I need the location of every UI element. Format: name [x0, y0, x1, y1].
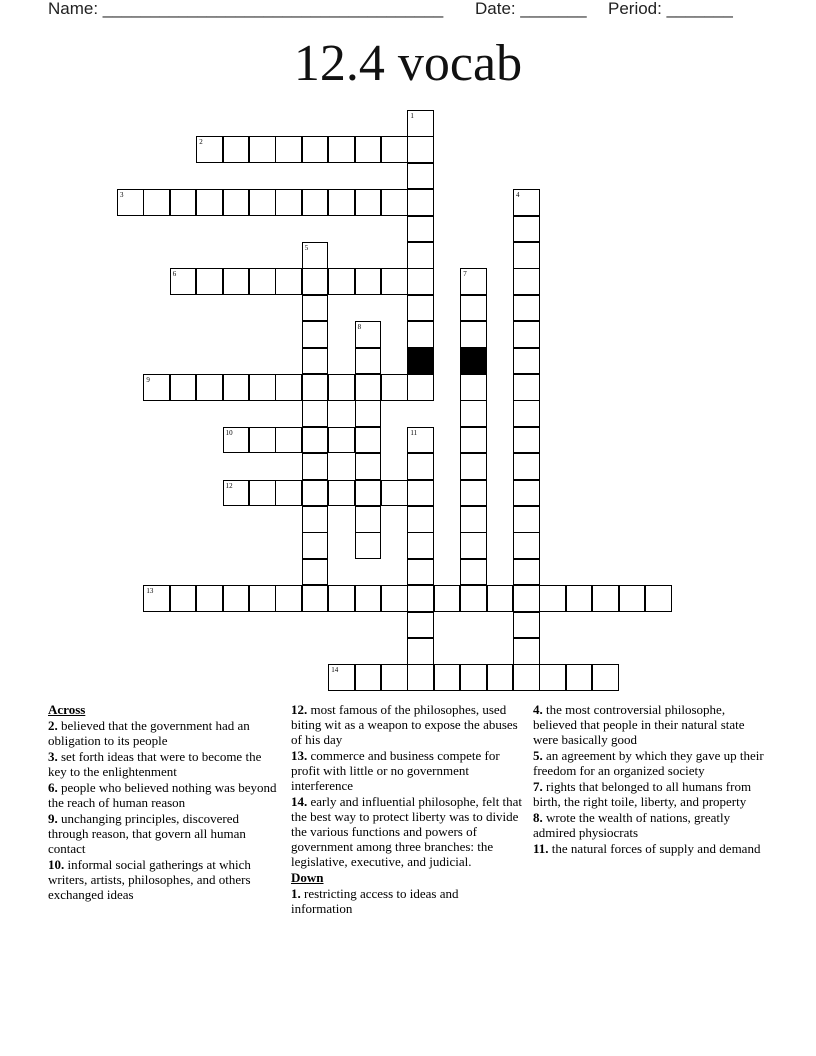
grid-cell[interactable]	[407, 374, 434, 401]
grid-cell[interactable]	[249, 427, 276, 454]
grid-cell[interactable]	[249, 585, 276, 612]
clue-text: most famous of the philosophes, used biting wit as a weapon to expose the abuses of his day	[291, 702, 518, 747]
grid-cell[interactable]	[513, 427, 540, 454]
grid-cell[interactable]	[328, 374, 355, 401]
cell-number: 1	[410, 112, 414, 120]
clue-number: 2.	[48, 718, 58, 733]
clue-text: people who believed nothing was beyond the reach of human reason	[48, 780, 277, 810]
grid-cell[interactable]	[223, 136, 250, 163]
grid-cell[interactable]	[196, 189, 223, 216]
grid-cell[interactable]	[460, 585, 487, 612]
grid-cell[interactable]	[513, 612, 540, 639]
grid-cell[interactable]	[355, 189, 382, 216]
clue-text: wrote the wealth of nations, greatly admired physiocrats	[533, 810, 731, 840]
grid-cell[interactable]	[513, 532, 540, 559]
cell-number: 2	[199, 138, 203, 147]
grid-cell[interactable]	[513, 242, 540, 269]
clue-number: 14.	[291, 794, 308, 809]
page-title: 12.4 vocab	[293, 35, 523, 92]
grid-cell[interactable]	[302, 585, 329, 612]
grid-cell[interactable]	[645, 585, 672, 612]
clue-number: 3.	[48, 749, 58, 764]
grid-cell[interactable]	[223, 189, 250, 216]
grid-cell[interactable]	[196, 585, 223, 612]
grid-cell[interactable]	[249, 136, 276, 163]
grid-cell[interactable]	[513, 480, 540, 507]
grid-cell[interactable]	[407, 612, 434, 639]
grid-cell[interactable]	[355, 532, 382, 559]
clue-number: 1.	[291, 886, 301, 901]
clue-number: 4.	[533, 702, 543, 717]
grid-cell[interactable]	[355, 374, 382, 401]
grid-cell[interactable]	[302, 295, 329, 322]
grid-cell[interactable]	[170, 268, 197, 295]
grid-cell[interactable]	[460, 480, 487, 507]
grid-cell[interactable]	[407, 242, 434, 269]
grid-cell[interactable]	[302, 374, 329, 401]
grid-cell[interactable]	[460, 453, 487, 480]
grid-cell[interactable]	[513, 374, 540, 401]
grid-cell[interactable]	[434, 585, 461, 612]
grid-cell[interactable]	[460, 664, 487, 691]
grid-cell[interactable]	[249, 480, 276, 507]
cell-number: 13	[146, 587, 154, 596]
grid-cell[interactable]	[592, 585, 619, 612]
grid-cell[interactable]	[381, 664, 408, 691]
grid-cell[interactable]	[513, 268, 540, 295]
grid-cell[interactable]	[143, 585, 170, 612]
cell-number: 4	[516, 191, 520, 200]
grid-cell[interactable]	[170, 374, 197, 401]
grid-cell[interactable]	[302, 559, 329, 586]
grid-cell[interactable]	[407, 506, 434, 533]
grid-cell[interactable]	[117, 189, 144, 216]
grid-cell[interactable]	[302, 136, 329, 163]
grid-cell[interactable]	[407, 189, 434, 216]
clue-across-9	[48, 811, 280, 856]
grid-cell[interactable]	[566, 585, 593, 612]
grid-cell[interactable]	[460, 427, 487, 454]
grid-cell[interactable]	[302, 400, 329, 427]
grid-cell[interactable]	[302, 506, 329, 533]
clue-number: 6.	[48, 780, 58, 795]
grid-cell[interactable]	[513, 400, 540, 427]
grid-cell[interactable]	[275, 374, 302, 401]
grid-cell[interactable]	[355, 664, 382, 691]
clue-number: 5.	[533, 748, 543, 763]
grid-cell[interactable]	[407, 321, 434, 348]
grid-cell[interactable]	[407, 638, 434, 665]
cell-number: 12	[225, 481, 233, 490]
cell-number: 11	[410, 428, 418, 437]
grid-cell[interactable]	[302, 427, 329, 454]
grid-cell[interactable]	[355, 321, 382, 348]
clue-text: believed that the government had an obligation to its people	[48, 718, 250, 748]
grid-cell[interactable]	[407, 110, 434, 137]
grid-cell[interactable]	[302, 480, 329, 507]
grid-cell[interactable]	[513, 559, 540, 586]
clue-down-5	[533, 748, 765, 778]
cell-number: 9	[146, 376, 150, 384]
grid-cell[interactable]	[302, 532, 329, 559]
grid-cell[interactable]	[143, 189, 170, 216]
grid-cell[interactable]	[355, 268, 382, 295]
grid-cell[interactable]	[249, 374, 276, 401]
grid-cell[interactable]	[539, 585, 566, 612]
grid-cell[interactable]	[460, 295, 487, 322]
grid-cell[interactable]	[407, 480, 434, 507]
clue-down-8	[533, 810, 765, 840]
grid-cell[interactable]	[223, 268, 250, 295]
clue-text: the most controversial philosophe, believed that people in their natural state were basically good	[533, 702, 745, 747]
grid-cell[interactable]	[487, 664, 514, 691]
grid-cell[interactable]	[460, 532, 487, 559]
grid-cell[interactable]	[302, 453, 329, 480]
down-clues-column	[533, 702, 765, 857]
grid-cell[interactable]	[249, 268, 276, 295]
grid-cell[interactable]	[275, 480, 302, 507]
grid-cell[interactable]	[355, 585, 382, 612]
clue-text: rights that belonged to all humans from birth, the right toile, liberty, and property	[533, 779, 752, 809]
grid-cell[interactable]	[407, 163, 434, 190]
grid-cell[interactable]	[407, 453, 434, 480]
grid-cell[interactable]	[460, 321, 487, 348]
grid-cell[interactable]	[328, 480, 355, 507]
grid-cell[interactable]	[407, 664, 434, 691]
grid-cell[interactable]	[407, 268, 434, 295]
grid-cell[interactable]	[328, 427, 355, 454]
clue-text: unchanging principles, discovered through reason, that govern all human contact	[48, 811, 246, 856]
clue-text: restricting access to ideas and information	[291, 886, 459, 916]
across-clues-column-1	[48, 702, 280, 903]
clue-number: 13.	[291, 748, 308, 763]
cell-number: 6	[172, 270, 177, 279]
grid-cell[interactable]	[381, 585, 408, 612]
grid-cell[interactable]	[460, 374, 487, 401]
clue-number: 12.	[291, 702, 308, 717]
clue-number: 11.	[533, 841, 549, 856]
clue-down-4	[533, 702, 765, 747]
worksheet-header	[48, 0, 768, 22]
grid-cell[interactable]	[328, 136, 355, 163]
date-field[interactable]: Date: _______	[475, 0, 587, 18]
grid-cell[interactable]	[196, 136, 223, 163]
cell-number: 7	[463, 270, 467, 279]
grid-cell[interactable]	[328, 664, 355, 691]
clue-down-1	[291, 886, 523, 916]
grid-cell[interactable]	[328, 189, 355, 216]
grid-cell[interactable]	[302, 348, 329, 375]
grid-cell[interactable]	[381, 268, 408, 295]
grid-cell[interactable]	[460, 268, 487, 295]
cell-number: 5	[304, 244, 309, 252]
clue-down-11	[533, 841, 765, 856]
grid-cell[interactable]	[249, 189, 276, 216]
clue-across-3	[48, 749, 280, 779]
grid-cell[interactable]	[513, 189, 540, 216]
grid-cell[interactable]	[539, 664, 566, 691]
grid-cell[interactable]	[381, 374, 408, 401]
grid-cell[interactable]	[513, 216, 540, 243]
grid-cell[interactable]	[434, 664, 461, 691]
grid-cell[interactable]	[407, 427, 434, 454]
grid-cell[interactable]	[355, 427, 382, 454]
grid-cell[interactable]	[513, 585, 540, 612]
period-field[interactable]: Period: _______	[608, 0, 733, 18]
grid-cell[interactable]	[513, 664, 540, 691]
grid-cell[interactable]	[381, 480, 408, 507]
grid-cell[interactable]	[513, 638, 540, 665]
grid-cell[interactable]	[328, 268, 355, 295]
grid-cell[interactable]	[275, 427, 302, 454]
grid-cell[interactable]	[275, 136, 302, 163]
down-heading: Down	[291, 870, 324, 885]
clue-number: 10.	[48, 857, 65, 872]
grid-cell[interactable]	[407, 136, 434, 163]
grid-cell[interactable]	[592, 664, 619, 691]
clue-text: set forth ideas that were to become the key to the enlightenment	[48, 749, 262, 779]
grid-cell[interactable]	[460, 348, 487, 375]
clue-across-14	[291, 794, 523, 869]
clue-number: 8.	[533, 810, 543, 825]
grid-cell[interactable]	[196, 374, 223, 401]
clue-text: commerce and business compete for profit with little or no government interference	[291, 748, 500, 793]
clue-across-6	[48, 780, 280, 810]
clue-across-10	[48, 857, 280, 902]
grid-cell[interactable]	[170, 189, 197, 216]
cell-number: 10	[225, 428, 233, 437]
clue-across-12	[291, 702, 523, 747]
grid-cell[interactable]	[302, 321, 329, 348]
grid-cell[interactable]	[170, 585, 197, 612]
grid-cell[interactable]	[513, 321, 540, 348]
grid-cell[interactable]	[381, 136, 408, 163]
name-field[interactable]: Name: ____________________________________	[48, 0, 444, 18]
grid-cell[interactable]	[355, 480, 382, 507]
grid-cell[interactable]	[196, 268, 223, 295]
clue-across-2	[48, 718, 280, 748]
grid-cell[interactable]	[355, 506, 382, 533]
grid-cell[interactable]	[275, 189, 302, 216]
grid-cell[interactable]	[513, 453, 540, 480]
grid-cell[interactable]	[460, 559, 487, 586]
grid-cell[interactable]	[275, 268, 302, 295]
clue-text: the natural forces of supply and demand	[551, 841, 761, 856]
across-heading: Across	[48, 702, 86, 717]
grid-cell[interactable]	[407, 348, 434, 375]
clue-text: informal social gatherings at which writers, artists, philosophes, and others exchanged ideas	[48, 857, 251, 902]
grid-cell[interactable]	[143, 374, 170, 401]
grid-cell[interactable]	[513, 506, 540, 533]
grid-cell[interactable]	[487, 585, 514, 612]
grid-cell[interactable]	[302, 268, 329, 295]
grid-cell[interactable]	[566, 664, 593, 691]
cell-number: 3	[120, 191, 124, 200]
grid-cell[interactable]	[355, 348, 382, 375]
clue-across-13	[291, 748, 523, 793]
grid-cell[interactable]	[460, 506, 487, 533]
clue-down-7	[533, 779, 765, 809]
grid-cell[interactable]	[513, 295, 540, 322]
across-clues-column-2	[291, 702, 523, 917]
grid-cell[interactable]	[407, 559, 434, 586]
grid-cell[interactable]	[328, 585, 355, 612]
cell-number: 14	[331, 666, 339, 675]
clue-text: an agreement by which they gave up their freedom for an organized society	[533, 748, 764, 778]
cell-number: 8	[357, 323, 362, 332]
grid-cell[interactable]	[513, 348, 540, 375]
grid-cell[interactable]	[355, 453, 382, 480]
clue-number: 7.	[533, 779, 543, 794]
grid-cell[interactable]	[407, 585, 434, 612]
grid-cell[interactable]	[275, 585, 302, 612]
grid-cell[interactable]	[302, 242, 329, 269]
grid-cell[interactable]	[223, 585, 250, 612]
clue-number: 9.	[48, 811, 58, 826]
grid-cell[interactable]	[223, 427, 250, 454]
clue-text: early and influential philosophe, felt that the best way to protect liberty was to divide the various functions and powers of government among three branches: the legislative, executive, and judicial.	[291, 794, 523, 869]
grid-cell[interactable]	[619, 585, 646, 612]
grid-cell[interactable]	[302, 189, 329, 216]
grid-cell[interactable]	[223, 374, 250, 401]
grid-cell[interactable]	[407, 295, 434, 322]
grid-cell[interactable]	[355, 400, 382, 427]
grid-cell[interactable]	[460, 400, 487, 427]
grid-cell[interactable]	[355, 136, 382, 163]
grid-cell[interactable]	[407, 532, 434, 559]
grid-cell[interactable]	[407, 216, 434, 243]
grid-cell[interactable]	[381, 189, 408, 216]
grid-cell[interactable]	[223, 480, 250, 507]
